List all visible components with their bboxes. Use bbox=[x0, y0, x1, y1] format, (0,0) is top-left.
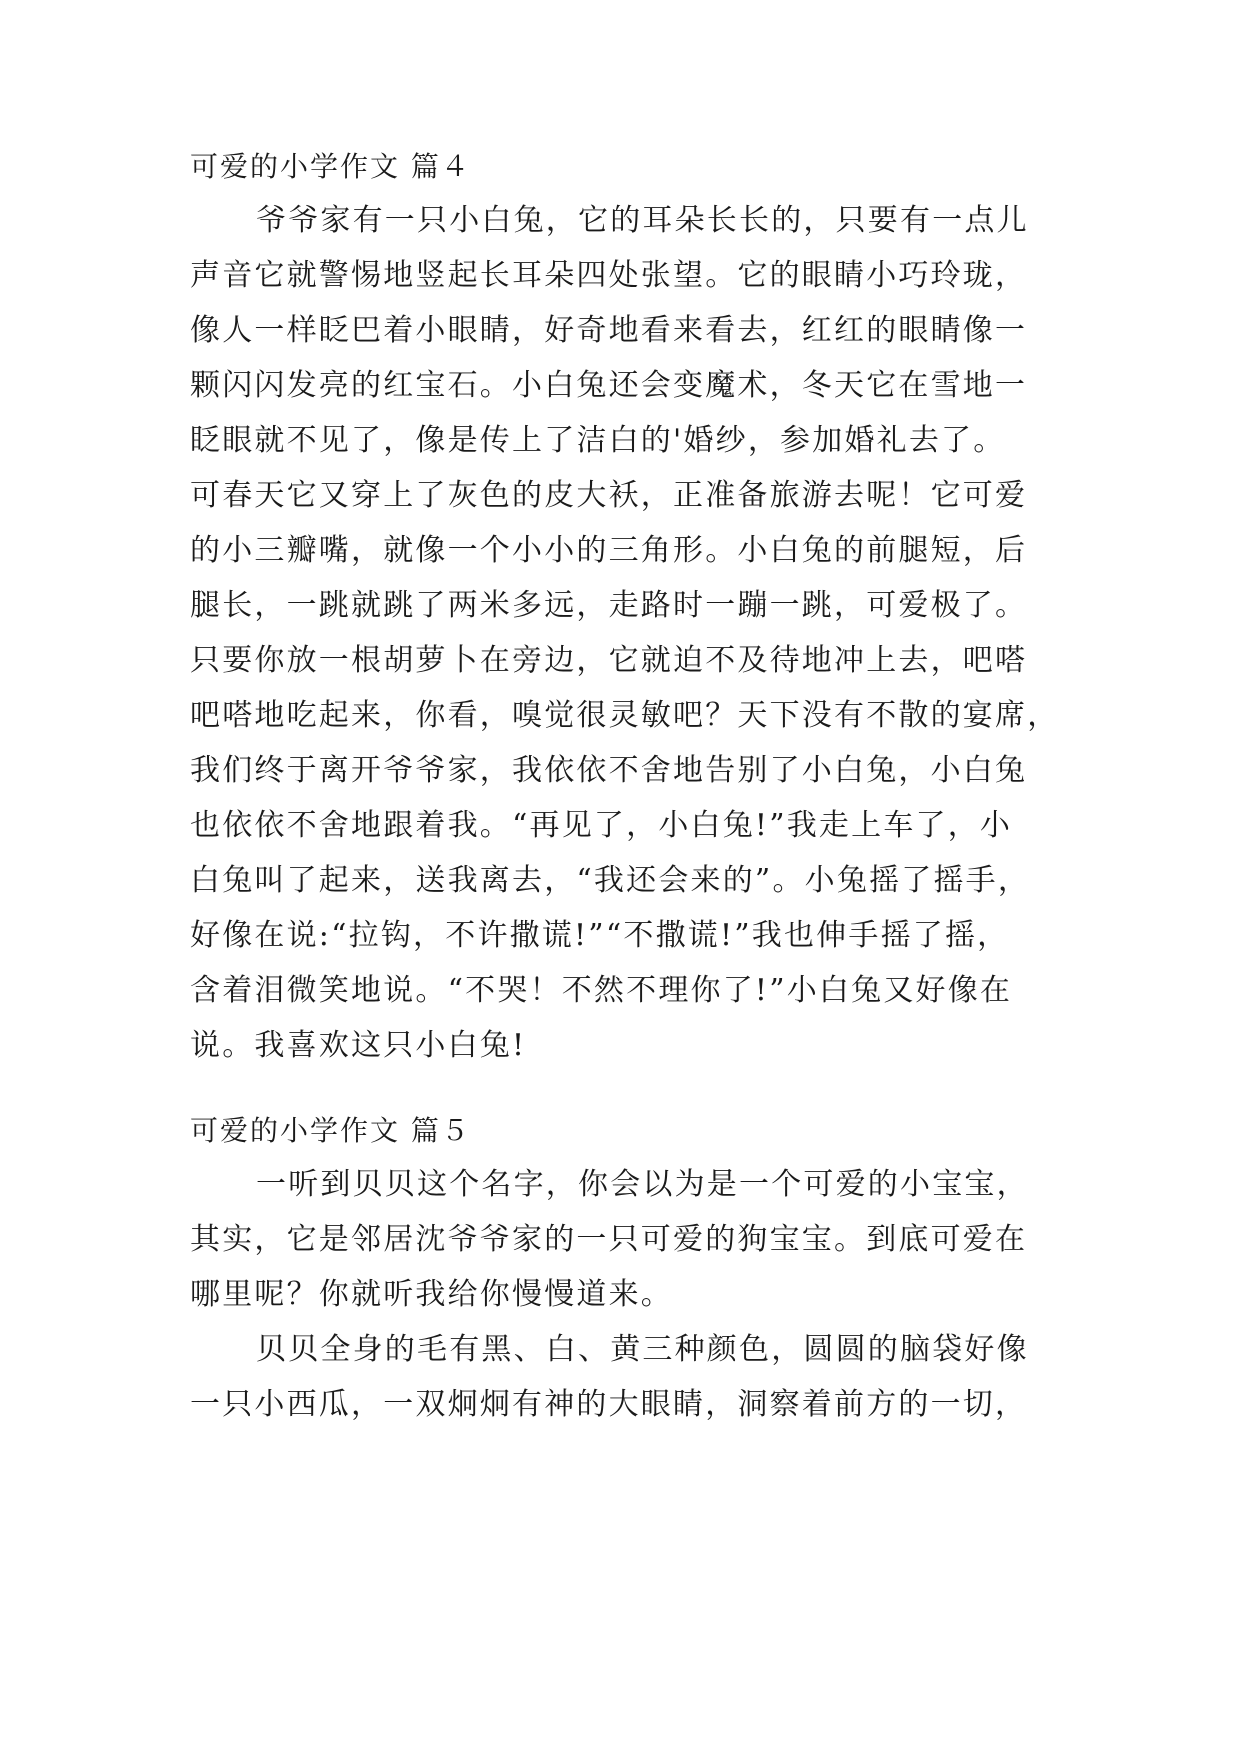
paragraph-line: 说。我喜欢这只小白兔! bbox=[190, 1028, 527, 1063]
paragraph-line: 也依依不舍地跟着我。“再见了，小白兔!”我走上车了，小 bbox=[190, 808, 1013, 843]
paragraph-line: 一只小西瓜，一双炯炯有神的大眼睛，洞察着前方的一切， bbox=[190, 1387, 1028, 1422]
section-title: 可爱的小学作文 篇４ bbox=[190, 150, 471, 183]
paragraph-line: 吧嗒地吃起来，你看，嗅觉很灵敏吧？天下没有不散的宴席， bbox=[190, 698, 1060, 733]
paragraph-line: 声音它就警惕地竖起长耳朵四处张望。它的眼睛小巧玲珑， bbox=[190, 258, 1028, 293]
paragraph-line: 好像在说:“拉钩，不许撒谎!”“不撒谎!”我也伸手摇了摇， bbox=[190, 918, 1010, 953]
paragraph-line: 白兔叫了起来，送我离去，“我还会来的”。小兔摇了摇手， bbox=[190, 863, 1031, 898]
paragraph-line: 一听到贝贝这个名字，你会以为是一个可爱的小宝宝， bbox=[256, 1167, 1029, 1202]
paragraph-line: 颗闪闪发亮的红宝石。小白兔还会变魔术，冬天它在雪地一 bbox=[190, 368, 1028, 403]
paragraph-line: 可春天它又穿上了灰色的皮大袄，正准备旅游去呢！它可爱 bbox=[190, 478, 1028, 513]
paragraph-line: 眨眼就不见了，像是传上了洁白的'婚纱，参加婚礼去了。 bbox=[190, 423, 1006, 458]
paragraph-line: 贝贝全身的毛有黑、白、黄三种颜色，圆圆的脑袋好像 bbox=[256, 1332, 1029, 1367]
paragraph-line: 含着泪微笑地说。“不哭！不然不理你了!”小白兔又好像在 bbox=[190, 973, 1013, 1008]
section-title: 可爱的小学作文 篇５ bbox=[190, 1114, 471, 1147]
paragraph-line: 哪里呢？你就听我给你慢慢道来。 bbox=[190, 1277, 673, 1312]
paragraph-line: 像人一样眨巴着小眼睛，好奇地看来看去，红红的眼睛像一 bbox=[190, 313, 1028, 348]
paragraph-line: 我们终于离开爷爷家，我依依不舍地告别了小白兔，小白兔 bbox=[190, 753, 1028, 788]
paragraph-line: 腿长，一跳就跳了两米多远，走路时一蹦一跳，可爱极了。 bbox=[190, 588, 1028, 623]
paragraph-line: 其实，它是邻居沈爷爷家的一只可爱的狗宝宝。到底可爱在 bbox=[190, 1222, 1028, 1257]
paragraph-line: 爷爷家有一只小白兔，它的耳朵长长的，只要有一点儿 bbox=[256, 203, 1029, 238]
paragraph-line: 的小三瓣嘴，就像一个小小的三角形。小白兔的前腿短，后 bbox=[190, 533, 1028, 568]
paragraph-line: 只要你放一根胡萝卜在旁边，它就迫不及待地冲上去，吧嗒 bbox=[190, 643, 1028, 678]
